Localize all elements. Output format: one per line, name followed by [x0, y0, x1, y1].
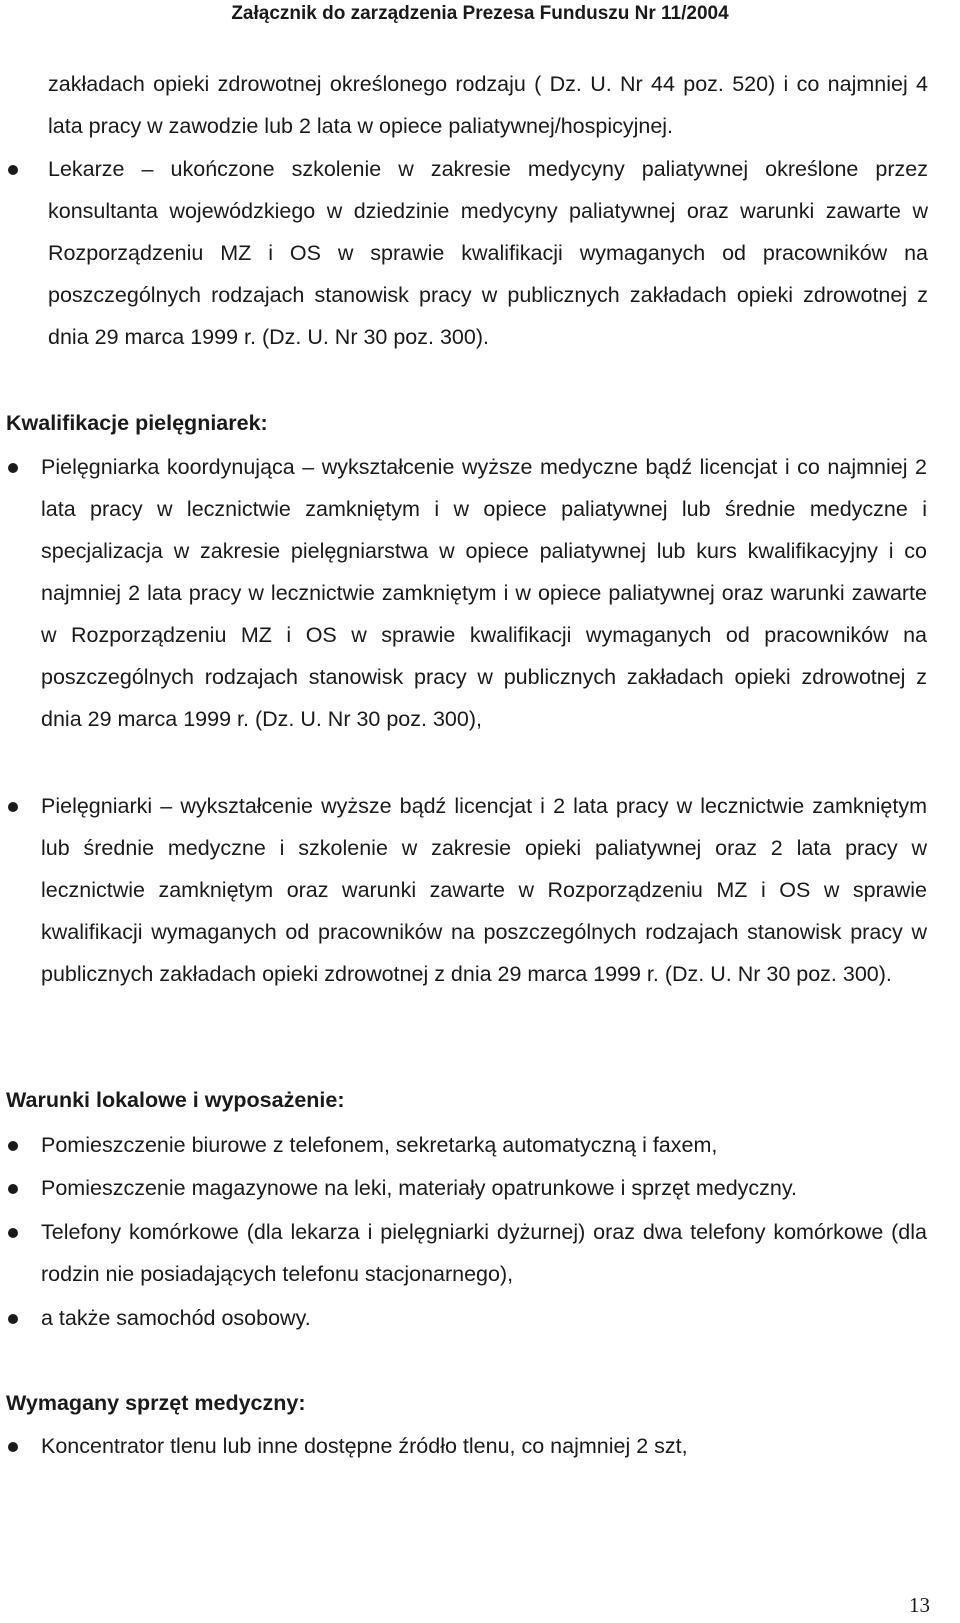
bullet-icon: [8, 463, 18, 473]
bullet-icon: [8, 1184, 18, 1194]
equipment-item-text: Koncentrator tlenu lub inne dostępne źródło tlenu, co najmniej 2 szt,: [41, 1434, 688, 1458]
page-number: 13: [909, 1593, 930, 1617]
bullet-icon: [8, 802, 18, 812]
premises-item-text: Pomieszczenie magazynowe na leki, materiały opatrunkowe i sprzęt medyczny.: [41, 1176, 798, 1200]
bullet-icon: [8, 165, 18, 175]
section-heading-equipment: Wymagany sprzęt medyczny:: [6, 1391, 306, 1415]
bullet-icon: [8, 1442, 18, 1452]
nurses-text: Pielęgniarki – wykształcenie wyższe bądź licencjat i 2 lata pracy w lecznictwie zamkniętym lub średnie medyczne i szkolenie w zakresie opieki paliatywnej oraz 2 lata pracy w lecznictwie zamkniętym oraz warunki zawarte w Rozporządzeniu MZ i OS w sprawie kwalifikacji wymaganych od pracowników na poszczególnych rodzajach stanowisk pracy w publicznych zakładach opieki zdrowotnej z dnia 29 marca 1999 r. (Dz. U. Nr 30 poz. 300).: [41, 794, 927, 986]
doctors-qualification-text: Lekarze – ukończone szkolenie w zakresie medycyny paliatywnej określone przez konsultanta wojewódzkiego w dziedzinie medycyny paliatywnej oraz warunki zawarte w Rozporządzeniu MZ i OS w sprawie kwalifikacji wymaganych od pracowników na poszczególnych rodzajach stanowisk pracy w publicznych zakładach opieki zdrowotnej z dnia 29 marca 1999 r. (Dz. U. Nr 30 poz. 300).: [48, 157, 928, 349]
document-header: Załącznik do zarządzenia Prezesa Funduszu Nr 11/2004: [231, 3, 729, 24]
bullet-icon: [8, 1228, 18, 1238]
premises-item-text: a także samochód osobowy.: [41, 1306, 311, 1330]
premises-item-text: Telefony komórkowe (dla lekarza i pielęgniarki dyżurnej) oraz dwa telefony komórkowe (dla rodzin nie posiadających telefonu stacjonarnego),: [41, 1220, 927, 1286]
section-heading-nurses: Kwalifikacje pielęgniarek:: [6, 411, 268, 435]
bullet-icon: [8, 1314, 18, 1324]
continuation-paragraph: zakładach opieki zdrowotnej określonego rodzaju ( Dz. U. Nr 44 poz. 520) i co najmniej 4 lata pracy w zawodzie lub 2 lata w opiece paliatywnej/hospicyjnej.: [48, 72, 928, 138]
coordinating-nurse-text: Pielęgniarka koordynująca – wykształcenie wyższe medyczne bądź licencjat i co najmniej 2 lata pracy w lecznictwie zamkniętym i w opiece paliatywnej lub średnie medyczne i specjalizacja w zakresie pielęgniarstwa w opiece paliatywnej lub kurs kwalifikacyjny i co najmniej 2 lata pracy w lecznictwie zamkniętym i w opiece paliatywnej oraz warunki zawarte w Rozporządzeniu MZ i OS w sprawie kwalifikacji wymaganych od pracowników na poszczególnych rodzajach stanowisk pracy w publicznych zakładach opieki zdrowotnej z dnia 29 marca 1999 r. (Dz. U. Nr 30 poz. 300),: [41, 455, 927, 731]
section-heading-premises: Warunki lokalowe i wyposażenie:: [6, 1088, 345, 1112]
bullet-icon: [8, 1141, 18, 1151]
premises-item-text: Pomieszczenie biurowe z telefonem, sekretarką automatyczną i faxem,: [41, 1133, 718, 1157]
